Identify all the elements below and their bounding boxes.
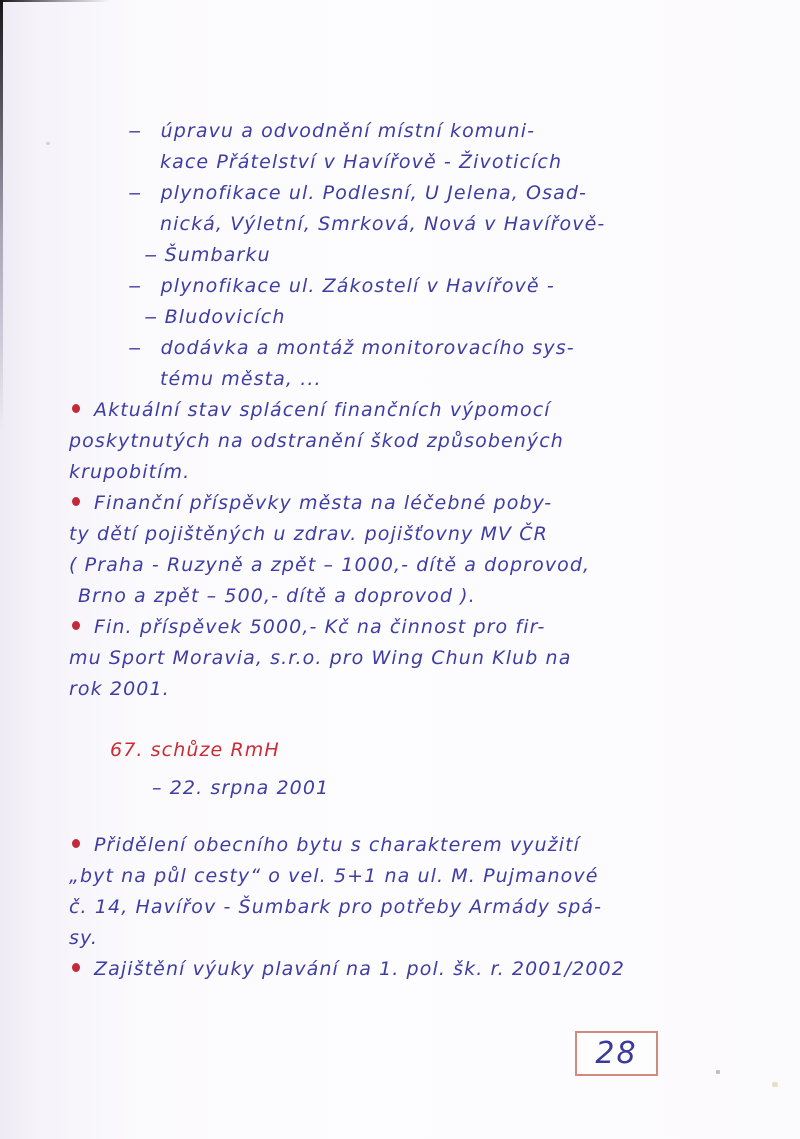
line-text: Bludovicích — [164, 306, 286, 328]
bullet-line — [68, 954, 758, 985]
text-line — [68, 550, 758, 581]
dash-marker: – — [144, 244, 159, 266]
scan-speck — [772, 1082, 778, 1087]
text-line — [68, 426, 758, 457]
line-text: 67. schůze RmH — [110, 739, 280, 761]
dash-marker: – — [128, 275, 143, 297]
line-text: krupobitím. — [69, 461, 191, 483]
text-line — [68, 861, 758, 892]
text-line — [68, 923, 758, 954]
line-text: sy. — [69, 927, 99, 949]
scan-edge-artifact-left — [0, 0, 3, 430]
line-text: rok 2001. — [69, 678, 170, 700]
line-text: č. 14, Havířov - Šumbark pro potřeby Armády spá- — [69, 896, 603, 918]
page-number: 28 — [595, 1036, 638, 1071]
dash-line — [68, 302, 758, 333]
line-text: „byt na půl cesty“ o vel. 5+1 na ul. M. Pujmanové — [69, 865, 599, 887]
line-text: Zajištění výuky plavání na 1. pol. šk. r. 2001/2002 — [94, 958, 625, 980]
line-text: kace Přátelství v Havířově - Životicích — [160, 151, 563, 173]
bullet-marker-icon — [72, 404, 80, 413]
bullet-marker-icon — [72, 497, 80, 506]
text-line — [68, 773, 758, 804]
text-line — [68, 364, 758, 395]
line-text: ty dětí pojištěných u zdrav. pojišťovny MV ČR — [69, 523, 548, 545]
line-text: ( Praha - Ruzyně a zpět – 1000,- dítě a doprovod, — [69, 554, 591, 576]
line-text: – 22. srpna 2001 — [152, 777, 330, 799]
dash-marker: – — [128, 120, 143, 142]
line-gap — [68, 804, 758, 830]
line-text: Přidělení obecního bytu s charakterem využití — [94, 834, 581, 856]
line-text: Šumbarku — [164, 244, 271, 266]
line-text: poskytnutých na odstranění škod způsobených — [69, 430, 564, 452]
dash-marker: – — [128, 182, 143, 204]
line-text: Aktuální stav splácení finančních výpomocí — [94, 399, 551, 421]
line-text: plynofikace ul. Zákostelí v Havířově - — [160, 275, 555, 297]
text-line — [68, 733, 758, 773]
dash-marker: – — [144, 306, 159, 328]
scan-speck — [46, 142, 50, 145]
line-text: plynofikace ul. Podlesní, U Jelena, Osad- — [160, 182, 587, 204]
text-line — [68, 147, 758, 178]
dash-line — [68, 116, 758, 147]
text-line — [68, 457, 758, 488]
line-text: Fin. příspěvek 5000,- Kč na činnost pro fir- — [94, 616, 546, 638]
text-line — [68, 643, 758, 674]
bullet-line — [68, 488, 758, 519]
dash-line — [68, 178, 758, 209]
line-text: tému města, ... — [160, 368, 322, 390]
dash-marker: – — [128, 337, 143, 359]
line-gap — [68, 705, 758, 733]
line-text: Finanční příspěvky města na léčebné poby- — [94, 492, 553, 514]
line-text: úpravu a odvodnění místní komuni- — [160, 120, 536, 142]
line-text: dodávka a montáž monitorovacího sys- — [160, 337, 575, 359]
dash-line — [68, 271, 758, 302]
dash-line — [68, 240, 758, 271]
text-line — [68, 892, 758, 923]
dash-line — [68, 333, 758, 364]
line-text: mu Sport Moravia, s.r.o. pro Wing Chun Klub na — [69, 647, 572, 669]
text-line — [68, 209, 758, 240]
bullet-marker-icon — [72, 963, 80, 972]
bullet-marker-icon — [72, 621, 80, 630]
bullet-line — [68, 612, 758, 643]
page-number-box — [575, 1031, 658, 1076]
scan-speck — [716, 1070, 720, 1074]
handwritten-text — [68, 116, 758, 985]
bullet-line — [68, 830, 758, 861]
scan-edge-artifact-top — [0, 0, 110, 2]
line-text: Brno a zpět – 500,- dítě a doprovod ). — [78, 585, 476, 607]
line-text: nická, Výletní, Smrková, Nová v Havířově- — [160, 213, 606, 235]
bullet-line — [68, 395, 758, 426]
text-line — [68, 674, 758, 705]
text-line — [68, 519, 758, 550]
text-line — [68, 581, 758, 612]
bullet-marker-icon — [72, 839, 80, 848]
